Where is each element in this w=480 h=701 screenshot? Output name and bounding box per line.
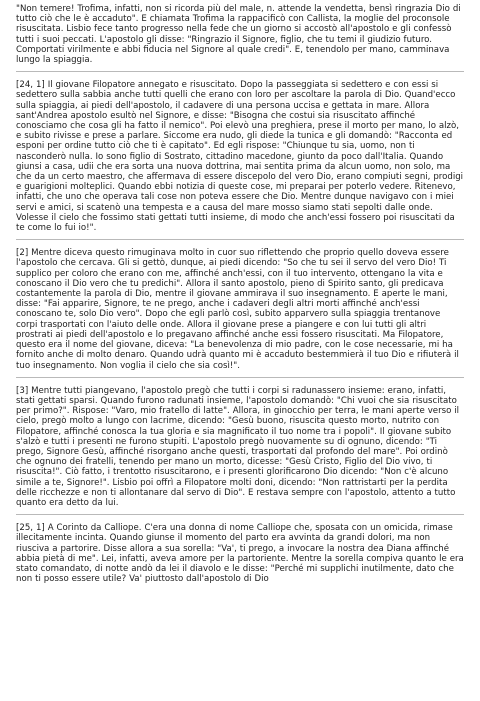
paragraph-divider <box>16 377 464 378</box>
paragraph-divider <box>16 514 464 515</box>
paragraph-4: [3] Mentre tutti piangevano, l'apostolo pregò che tutti i corpi si radunassero insieme: erano, infatti, stati gettati sparsi. Quando furono radunati insieme, l'apostolo domandò: "Chi vuoi che sia risuscitato per primo?". Rispose: "Varo, mio fratello di latte". Allora, in ginocchio per terra, le mani aperte verso il cielo, pregò molto a lungo con lacrime, dicendo: "Gesù buono, risuscita questo morto, nutrito con Filopatore, affinché conosca la tua gloria e sia magnificato il tuo nome tra i popoli". Il giovane subito s'alzò e tutti i presenti ne furono stupiti. L'apostolo pregò nuovamente su di ognuno, dicendo: "Ti prego, Signore Gesù, affinché risorgano anche questi, trasportati dal profondo del mare". Poi ordinò che ognuno dei fratelli, tenendo per mano un morto, dicesse: "Gesù Cristo, Figlio del Dio vivo, ti risuscita!". Ciò fatto, i trentotto risuscitarono, e i presenti glorificarono Dio dicendo: "Non c'è alcuno simile a te, Signore!". Lisbio poi offrì a Filopatore molti doni, dicendo: "Non rattristarti per la perdita delle ricchezze e non ti allontanare dal servo di Dio". E restava sempre con l'apostolo, attento a tutto quanto era detto da lui. <box>16 385 460 508</box>
paragraph-1: "Non temere! Trofima, infatti, non si ricorda più del male, n. attende la vendetta, bensì ringrazia Dio di tutto ciò che le è accaduto". E chiamata Trofima la rappacificò con Callista, la moglie del proconsole risuscitata. Lisbio fece tanto progresso nella fede che un giorno si accostò all'apostolo e gli confessò tutti i suoi peccati. L'apostolo gli disse: "Ringrazio il Signore, figlio, che tu temi il giudizio futuro. Comportati virilmente e abbi fiducia nel Signore al quale credi". E, tenendolo per mano, camminava lungo la spiaggia. <box>16 4 461 66</box>
paragraph-5: [25, 1] A Corinto da Calliope. C'era una donna di nome Calliope che, sposata con un omicida, rimase illecitamente incinta. Quando giunse il momento del parto era avvinta da grandi dolori, ma non riusciva a partorire. Disse allora a sua sorella: "Va', ti prego, a invocare la nostra dea Diana affinché abbia pietà di me". Lei, infatti, aveva amore per la partoriente. Mentre la sorella compiva quanto le era stato comandato, di notte andò da lei il diavolo e le disse: "Perché mi supplichi inutilmente, dato che non ti posso essere utile? Va' piuttosto dall'apostolo di Dio <box>16 523 464 585</box>
paragraph-3: [2] Mentre diceva questo rimuginava molto in cuor suo riflettendo che proprio quello doveva essere l'apostolo che cercava. Gli si gettò, dunque, ai piedi dicendo: "So che tu sei il servo del vero Dio! Ti supplico per coloro che erano con me, affinché anch'essi, con il tuo intervento, ottengano la vita e conoscano il Dio vero che tu predichi". Allora il santo apostolo, pieno di Spirito santo, gli predicava costantemente la parola di Dio, mentre il giovane ammirava il suo insegnamento. E aperte le mani, disse: "Fai apparire, Signore, te ne prego, anche i cadaveri degli altri morti affinché anch'essi conoscano te, solo Dio vero". Dopo che egli parlò così, subito apparvero sulla spiaggia trentanove corpi trasportati con l'aiuto delle onde. Allora il giovane prese a piangere e con lui tutti gli altri prostrati ai piedi dell'apostolo e lo pregavano affinché anche essi fossero risuscitati. Ma Filopatore, questo era il nome del giovane, diceva: "La benevolenza di mio padre, con le cose necessarie, mi ha fornito anche di molto denaro. Quando udrà quanto mi è accaduto bestemmierà il tuo Dio e rifiuterà il tuo insegnamento. Non voglia il cielo che sia così!". <box>16 248 459 371</box>
paragraph-2: [24, 1] Il giovane Filopatore annegato e risuscitato. Dopo la passeggiata si sedettero e con essi si sedettero sulla sabbia anche tutti quelli che erano con loro per ascoltare la parola di Dio. Quand'ecco sulla spiaggia, ai piedi dell'apostolo, il cadavere di una persona uccisa e gettata in mare. Allora sant'Andrea apostolo esultò nel Signore, e disse: "Bisogna che costui sia risuscitato affinché conosciamo che cosa gli ha fatto il nemico". Poi elevò una preghiera, prese il morto per mano, lo alzò, e subito rivisse e prese a parlare. Siccome era nudo, gli diede la tunica e gli domandò: "Racconta ed esponi per ordine tutto ciò che ti è capitato". Ed egli rispose: "Chiunque tu sia, uomo, non ti nasconderò nulla. Io sono figlio di Sostrato, cittadino macedone, giunto da poco dall'Italia. Quando giunsi a casa, udii che era sorta una nuova dottrina, mai sentita prima da alcun uomo, non solo, ma che da un certo maestro, che affermava di essere discepolo del vero Dio, erano compiuti segni, prodigi e guarigioni molteplici. Quando ebbi notizia di queste cose, mi preparai per poterlo vedere. Ritenevo, infatti, che uno che operava tali cose non poteva essere che Dio. Mentre dunque navigavo con i miei servi e amici, si scatenò una tempesta e a causa del mare mosso siamo stati sepolti dalle onde. Volesse il cielo che fossimo stati gettati tutti insieme, di modo che anch'essi fossero poi risuscitati da te come lo fui io!". <box>16 80 464 234</box>
paragraph-divider <box>16 239 464 240</box>
paragraph-divider <box>16 71 464 72</box>
